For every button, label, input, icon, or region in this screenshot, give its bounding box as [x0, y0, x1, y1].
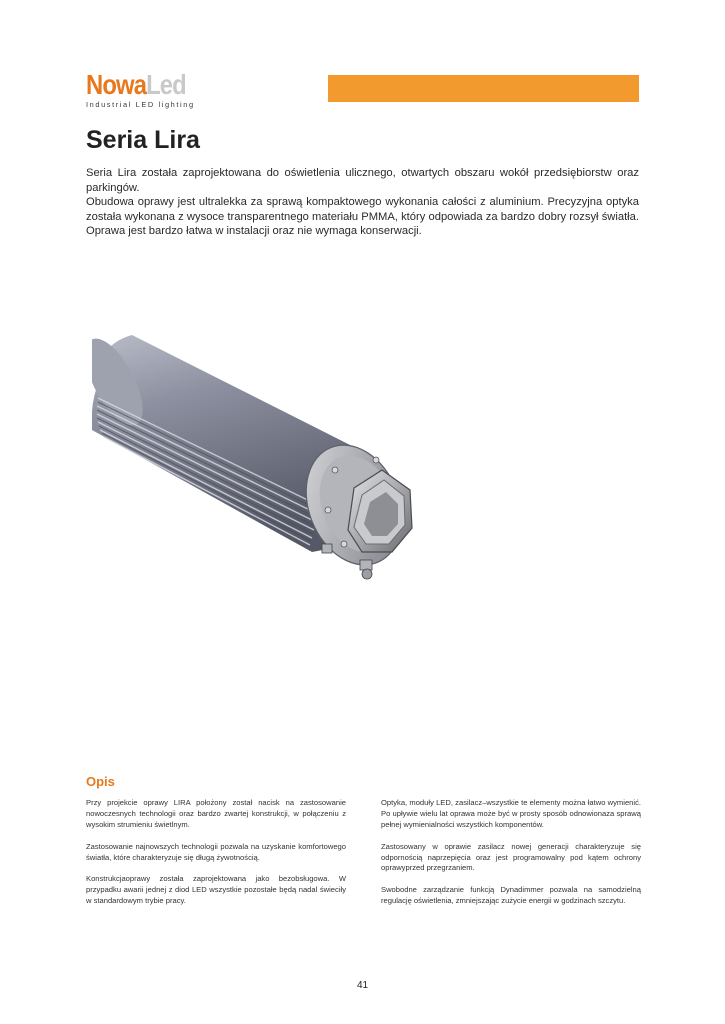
logo-tagline: Industrial LED lighting	[86, 100, 195, 109]
page-title: Seria Lira	[86, 126, 200, 154]
description-paragraph: Optyka, moduły LED, zasilacz–wszystkie te elementy można łatwo wymienić. Po upływie wielu lat oprawa może być w prosty sposób odnowionaza sprawą pełnej wymienialności wszystkich komponentów.	[381, 798, 641, 829]
description-paragraph: Zastosowany w oprawie zasilacz nowej generacji charakteryzuje się odpornością naprzepięcia oraz jest programowalny pod kątem ochrony oprawyprzed przegrzaniem.	[381, 841, 641, 873]
intro-text	[86, 166, 639, 239]
logo-word-nowa: Nowa	[86, 69, 147, 100]
description-paragraph: Swobodne zarządzanie funkcją Dynadimmer pozwala na samodzielną regulację oświetlenia, zmniejszając zużycie energii w godzinach szczytu.	[381, 885, 641, 906]
logo-word-led: Led	[146, 69, 186, 100]
header-accent-bar	[328, 75, 639, 102]
intro-paragraph: Seria Lira została zaprojektowana do oświetlenia ulicznego, otwartych obszaru wokół przedsiębiorstw oraz parkingów.	[86, 167, 639, 194]
company-logo	[86, 70, 206, 110]
description-paragraph: Zastosowanie najnowszych technologii pozwala na uzyskanie komfortowego światła, które charakteryzuje się długą żywotnością.	[86, 841, 346, 862]
logo-wordmark	[86, 70, 186, 100]
description-paragraph: Konstrukcjaoprawy została zaprojektowana jako bezobsługowa. W przypadku awarii jednej z diod LED wszystkie pozostałe będą nadal świeciły w standardowym trybie pracy.	[86, 874, 346, 906]
description-column-right	[381, 798, 641, 918]
description-column-left	[86, 798, 346, 918]
section-heading-opis: Opis	[86, 774, 115, 789]
description-paragraph: Przy projekcie oprawy LIRA położony został nacisk na zastosowanie nowoczesnych technologii oraz bardzo zwartej konstrukcji, w połączeniu z wysokim strumieniu świetlnym.	[86, 798, 346, 829]
intro-paragraph: Obudowa oprawy jest ultralekka za sprawą kompaktowego wykonania całości z aluminium. Precyzyjna optyka została wykonana z wysoce transparentnego materiału PMMA, który odpowiada za bardzo dobry rozsył światła. Oprawa jest bardzo łatwa w instalacji oraz nie wymaga konserwacji.	[86, 196, 639, 238]
page-number: 41	[356, 980, 369, 991]
product-image-lira-luminaire	[92, 320, 432, 585]
